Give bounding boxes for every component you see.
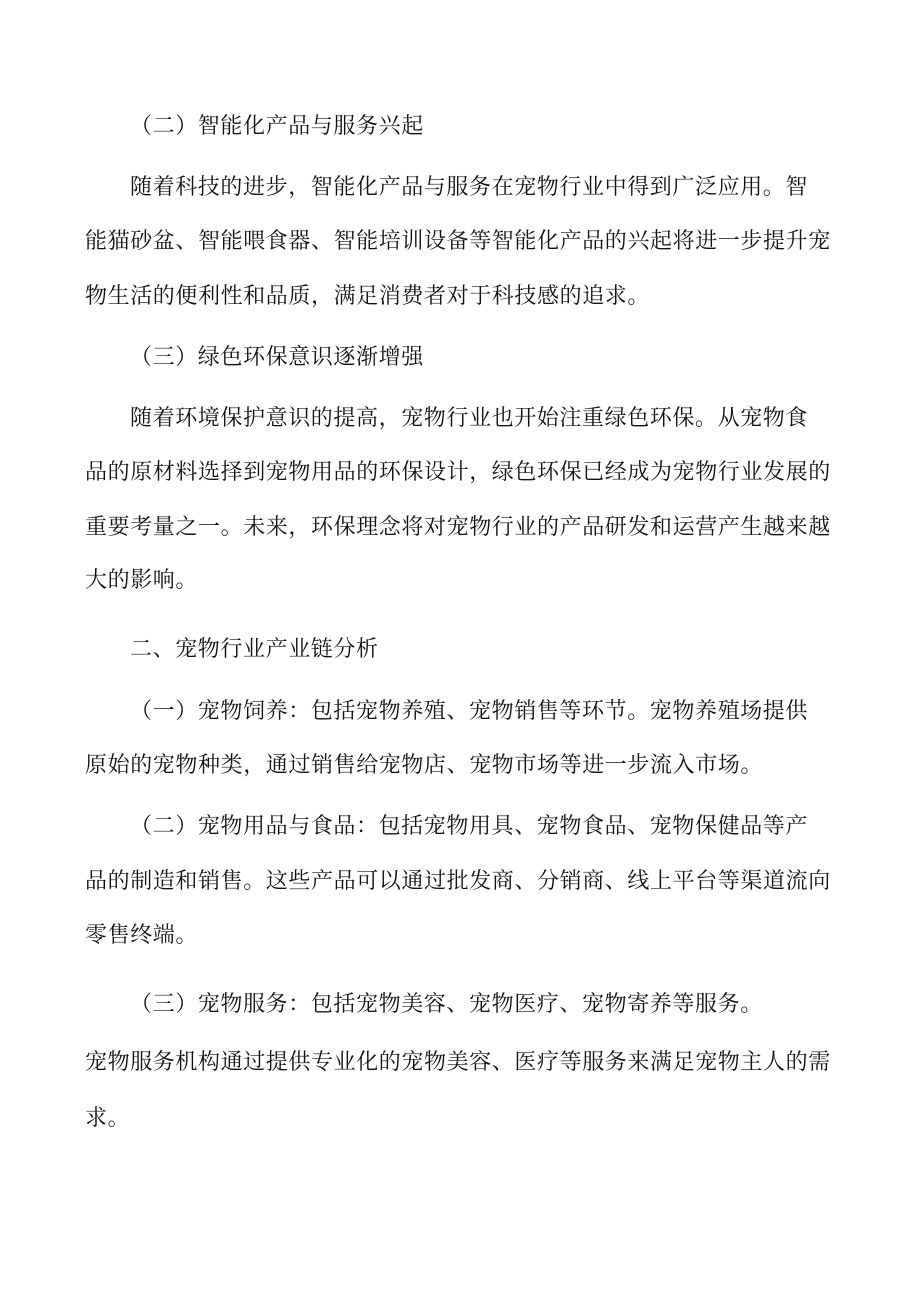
paragraph-line: 品的制造和销售。这些产品可以通过批发商、分销商、线上平台等渠道流向 — [85, 869, 831, 894]
paragraph-line: 宠物服务机构通过提供专业化的宠物美容、医疗等服务来满足宠物主人的需 — [85, 1050, 831, 1075]
paragraph-line: （一）宠物饲养：包括宠物养殖、宠物销售等环节。宠物养殖场提供 — [130, 699, 809, 724]
paragraph-line: 能猫砂盆、智能喂食器、智能培训设备等智能化产品的兴起将进一步提升宠 — [85, 229, 831, 254]
section-heading-industry-chain: 二、宠物行业产业链分析 — [130, 637, 379, 662]
subheading-smart-products: （二）智能化产品与服务兴起 — [130, 114, 424, 139]
paragraph-line: 重要考量之一。未来，环保理念将对宠物行业的产品研发和运营产生越来越 — [85, 515, 831, 540]
paragraph-line: 求。 — [85, 1106, 131, 1131]
paragraph-line: 零售终端。 — [85, 923, 199, 948]
paragraph-line: 原始的宠物种类，通过销售给宠物店、宠物市场等进一步流入市场。 — [85, 753, 764, 778]
subheading-green-awareness: （三）绿色环保意识逐渐增强 — [130, 345, 424, 370]
paragraph-line: 品的原材料选择到宠物用品的环保设计，绿色环保已经成为宠物行业发展的 — [85, 460, 831, 485]
paragraph-line: （二）宠物用品与食品：包括宠物用具、宠物食品、宠物保健品等产 — [130, 814, 809, 839]
paragraph-line: 随着环境保护意识的提高，宠物行业也开始注重绿色环保。从宠物食 — [130, 406, 809, 431]
paragraph-line: （三）宠物服务：包括宠物美容、宠物医疗、宠物寄养等服务。 — [130, 992, 763, 1017]
paragraph-line: 随着科技的进步，智能化产品与服务在宠物行业中得到广泛应用。智 — [130, 175, 809, 200]
paragraph-line: 大的影响。 — [85, 568, 199, 593]
paragraph-line: 物生活的便利性和品质，满足消费者对于科技感的追求。 — [85, 284, 651, 309]
